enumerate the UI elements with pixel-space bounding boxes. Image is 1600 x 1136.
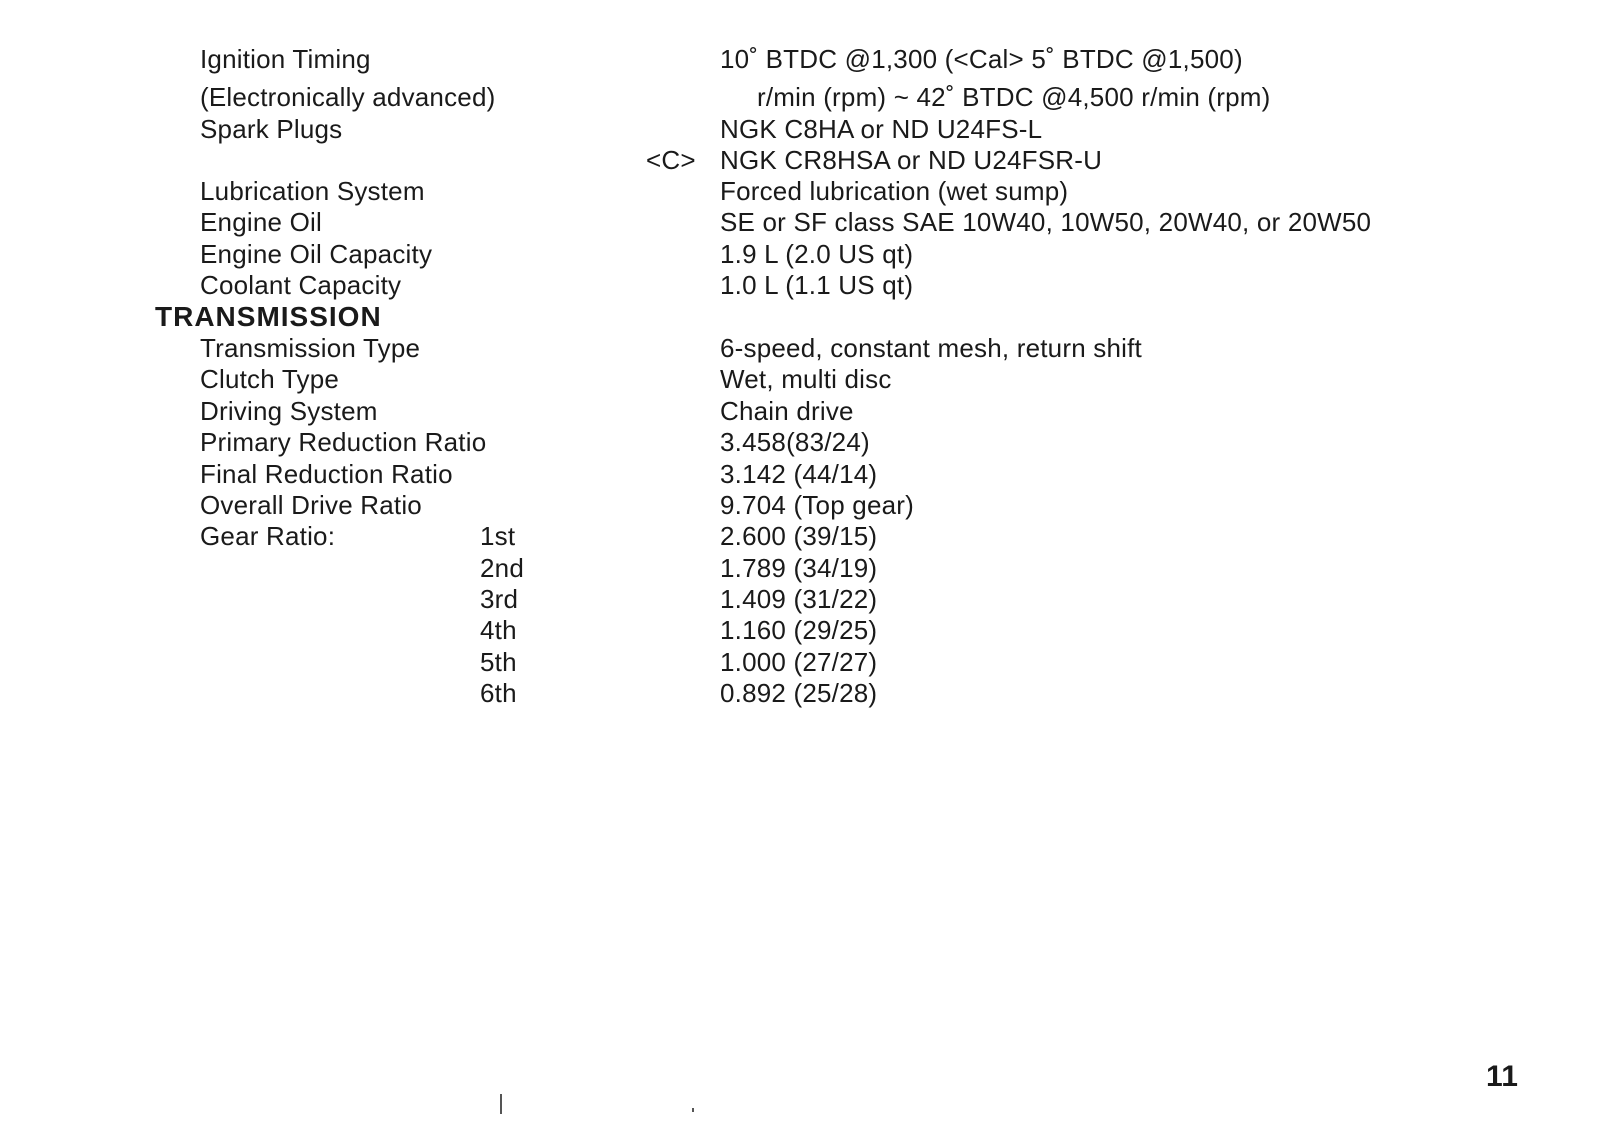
lubrication-system-value: Forced lubrication (wet sump) bbox=[720, 176, 1069, 206]
ignition-timing-label: Ignition Timing bbox=[200, 44, 371, 74]
final-reduction-ratio-label: Final Reduction Ratio bbox=[200, 459, 453, 489]
lubrication-system-label: Lubrication System bbox=[200, 176, 425, 206]
gear-name: 1st bbox=[480, 521, 516, 551]
transmission-heading: TRANSMISSION bbox=[155, 301, 382, 332]
transmission-type-value: 6-speed, constant mesh, return shift bbox=[720, 333, 1142, 363]
clutch-type-label: Clutch Type bbox=[200, 364, 340, 394]
gear-ratio-label: Gear Ratio: bbox=[200, 521, 336, 551]
engine-oil-value: SE or SF class SAE 10W40, 10W50, 20W40, or 20W50 bbox=[720, 207, 1372, 237]
spark-plugs-california-value: NGK CR8HSA or ND U24FSR-U bbox=[720, 145, 1103, 175]
gear-name: 4th bbox=[480, 615, 517, 645]
page-number: 11 bbox=[1486, 1060, 1519, 1093]
clutch-type-value: Wet, multi disc bbox=[720, 364, 892, 394]
spark-plugs-value: NGK C8HA or ND U24FS-L bbox=[720, 114, 1043, 144]
final-reduction-ratio-value: 3.142 (44/14) bbox=[720, 459, 878, 489]
gear-ratio-value: 1.000 (27/27) bbox=[720, 647, 878, 677]
ignition-timing-value-cont: r/min (rpm) ~ 42˚ BTDC @4,500 r/min (rpm) bbox=[757, 82, 1271, 112]
driving-system-label: Driving System bbox=[200, 396, 378, 426]
primary-reduction-ratio-label: Primary Reduction Ratio bbox=[200, 427, 487, 457]
gear-ratio-value: 1.160 (29/25) bbox=[720, 615, 878, 645]
scan-mark bbox=[500, 1094, 502, 1114]
coolant-capacity-value: 1.0 L (1.1 US qt) bbox=[720, 270, 914, 300]
california-prefix: <C> bbox=[646, 145, 696, 175]
primary-reduction-ratio-value: 3.458(83/24) bbox=[720, 427, 870, 457]
scan-mark bbox=[692, 1108, 694, 1112]
overall-drive-ratio-label: Overall Drive Ratio bbox=[200, 490, 422, 520]
spark-plugs-label: Spark Plugs bbox=[200, 114, 343, 144]
gear-name: 3rd bbox=[480, 584, 519, 614]
gear-ratio-value: 0.892 (25/28) bbox=[720, 678, 878, 708]
gear-ratio-value: 2.600 (39/15) bbox=[720, 521, 878, 551]
electronically-advanced-label: (Electronically advanced) bbox=[200, 82, 496, 112]
engine-oil-capacity-label: Engine Oil Capacity bbox=[200, 239, 433, 269]
ignition-timing-value: 10˚ BTDC @1,300 (<Cal> 5˚ BTDC @1,500) bbox=[720, 44, 1243, 74]
engine-oil-capacity-value: 1.9 L (2.0 US qt) bbox=[720, 239, 914, 269]
transmission-type-label: Transmission Type bbox=[200, 333, 421, 363]
gear-name: 6th bbox=[480, 678, 517, 708]
engine-oil-label: Engine Oil bbox=[200, 207, 322, 237]
gear-name: 2nd bbox=[480, 553, 524, 583]
gear-name: 5th bbox=[480, 647, 517, 677]
overall-drive-ratio-value: 9.704 (Top gear) bbox=[720, 490, 914, 520]
gear-ratio-value: 1.409 (31/22) bbox=[720, 584, 878, 614]
coolant-capacity-label: Coolant Capacity bbox=[200, 270, 402, 300]
driving-system-value: Chain drive bbox=[720, 396, 854, 426]
gear-ratio-value: 1.789 (34/19) bbox=[720, 553, 878, 583]
